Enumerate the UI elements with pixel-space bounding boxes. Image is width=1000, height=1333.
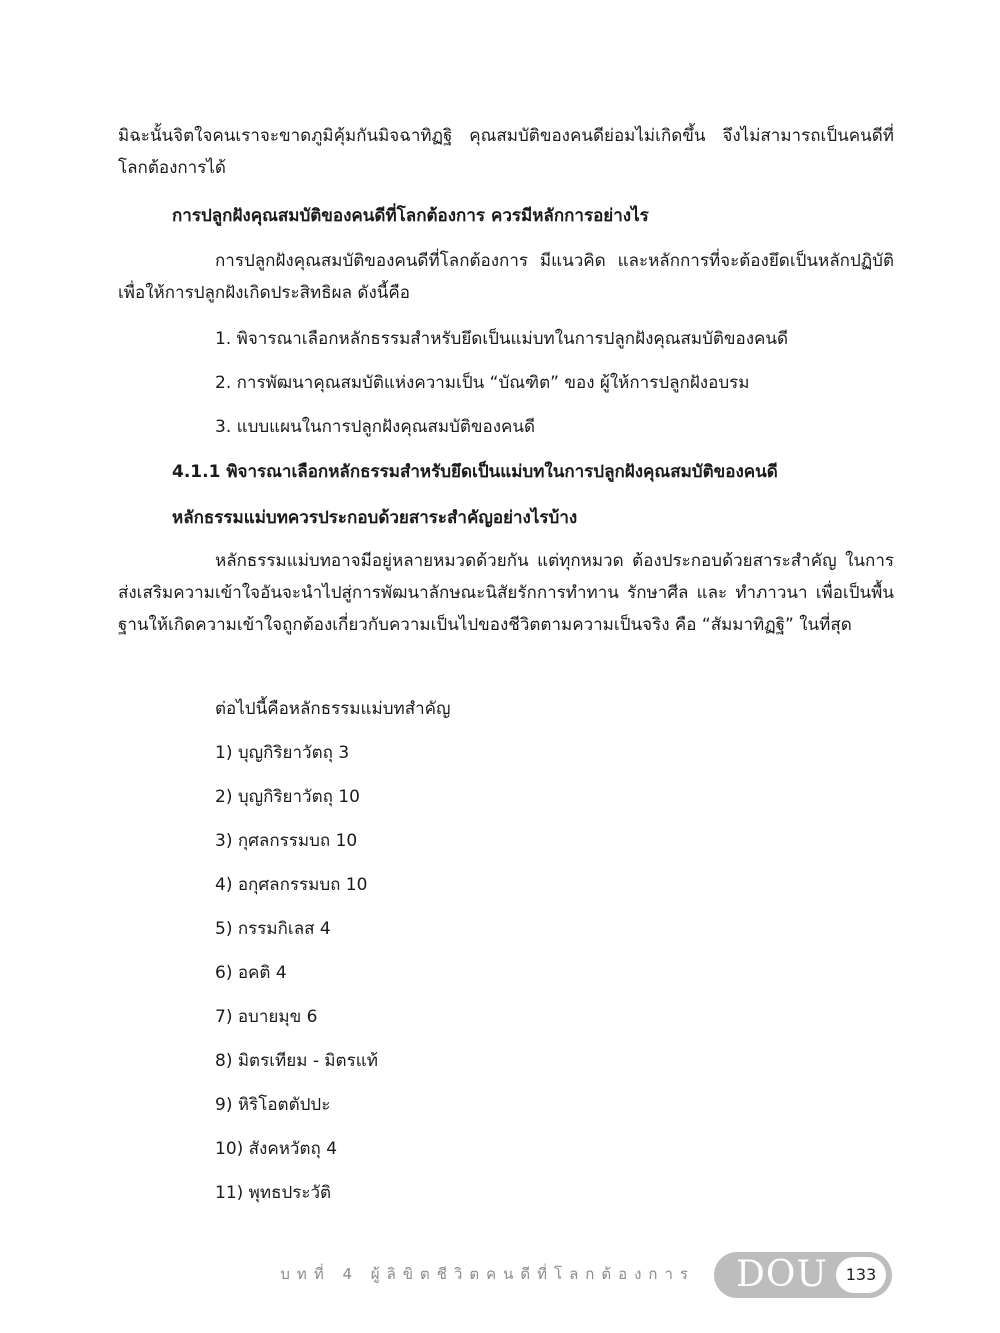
page-badge — [714, 1252, 892, 1298]
step-item-2: 2. การพัฒนาคุณสมบัติแห่งความเป็น “บัณฑิต” ของ ผู้ให้การปลูกฝังอบรม — [215, 373, 750, 393]
list-item: 9) หิริโอตตัปปะ — [215, 1095, 331, 1115]
subheading-core-dhamma: หลักธรรมแม่บทควรประกอบด้วยสาระสำคัญอย่างไรบ้าง — [172, 508, 578, 528]
page-number: 133 — [836, 1257, 886, 1293]
dou-logo: DOU — [736, 1254, 828, 1295]
step-item-1: 1. พิจารณาเลือกหลักธรรมสำหรับยึดเป็นแม่บทในการปลูกฝังคุณสมบัติของคนดี — [215, 329, 789, 349]
list-item: 8) มิตรเทียม - มิตรแท้ — [215, 1051, 378, 1071]
list-item: 1) บุญกิริยาวัตถุ 3 — [215, 743, 350, 763]
list-item: 5) กรรมกิเลส 4 — [215, 919, 331, 939]
step-item-3: 3. แบบแผนในการปลูกฝังคุณสมบัติของคนดี — [215, 417, 536, 437]
paragraph-cultivation: การปลูกฝังคุณสมบัติของคนดีที่โลกต้องการ มีแนวคิด และหลักการที่จะต้องยึดเป็นหลักปฏิบัติ เพื่อให้การปลูกฝังเกิดประสิทธิผล ดังนี้คือ — [118, 251, 894, 303]
list-item: 6) อคติ 4 — [215, 963, 287, 983]
list-item: 3) กุศลกรรมบถ 10 — [215, 831, 358, 851]
list-item: 4) อกุศลกรรมบถ 10 — [215, 875, 368, 895]
paragraph-intro: มิฉะนั้นจิตใจคนเราจะขาดภูมิคุ้มกันมิจฉาทิฏฐิ คุณสมบัติของคนดีย่อมไม่เกิดขึ้น จึงไม่สามารถเป็นคนดีที่โลกต้องการได้ — [118, 126, 894, 178]
list-item: 2) บุญกิริยาวัตถุ 10 — [215, 787, 360, 807]
list-item: 10) สังคหวัตถุ 4 — [215, 1139, 338, 1159]
paragraph-core-dhamma: หลักธรรมแม่บทอาจมีอยู่หลายหมวดด้วยกัน แต่ทุกหมวด ต้องประกอบด้วยสาระสำคัญ ในการส่งเสริมความเข้าใจอันจะนำไปสู่การพัฒนาลักษณะนิสัยรักการทำทาน รักษาศีล และ ทำภาวนา เพื่อเป็นพื้นฐานให้เกิดความเข้าใจถูกต้องเกี่ยวกับความเป็นไปของชีวิตตามความเป็นจริง คือ “สัมมาทิฏฐิ” ในที่สุด — [118, 551, 894, 635]
heading-cultivation-principles: การปลูกฝังคุณสมบัติของคนดีที่โลกต้องการ ควรมีหลักการอย่างไร — [172, 206, 649, 226]
list-intro: ต่อไปนี้คือหลักธรรมแม่บทสำคัญ — [215, 699, 451, 719]
footer-chapter-title: บทที่ 4 ผู้ลิขิตชีวิตคนดีที่โลกต้องการ — [280, 1265, 695, 1283]
list-item: 11) พุทธประวัติ — [215, 1183, 332, 1203]
list-item: 7) อบายมุข 6 — [215, 1007, 318, 1027]
section-heading-4-1-1: 4.1.1 พิจารณาเลือกหลักธรรมสำหรับยึดเป็นแม่บทในการปลูกฝังคุณสมบัติของคนดี — [172, 462, 778, 482]
